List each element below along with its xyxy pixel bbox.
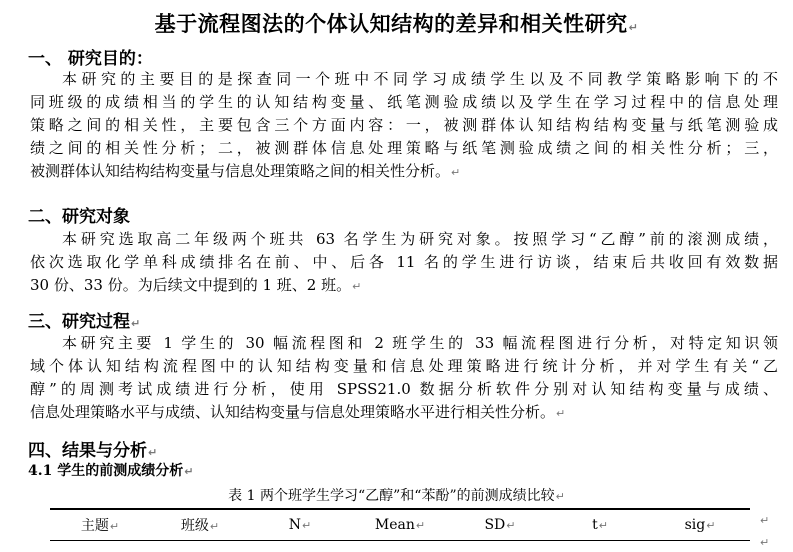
table-caption: 表 1 两个班学生学习“乙醇”和“苯酚”的前测成绩比较↵ (228, 488, 565, 504)
paragraph-line: 本研究主要 1 学生的 30 幅流程图和 2 班学生的 33 幅流程图进行分析，对特定知识领 (62, 334, 778, 352)
paragraph-line: 30 份、33 份。为后续文中提到的 1 班、2 班。↵ (30, 276, 362, 294)
section-heading-purpose: 一、 研究目的： (28, 49, 153, 69)
paragraph-line: 信息处理策略水平与成绩、认知结构变量与信息处理策略水平进行相关性分析。↵ (30, 403, 566, 421)
paragraph-line: 本研究选取高二年级两个班共 63 名学生为研究对象。按照学习“乙醇”前的滚测成绩， (62, 230, 778, 248)
paragraph-subjects (30, 228, 778, 297)
document-title: 基于流程图法的个体认知结构的差异和相关性研究↵ (154, 11, 639, 36)
table-header-row (50, 508, 750, 541)
paragraph-line: 醇”的周测考试成绩进行分析，使用 SPSS21.0 数据分析软件分别对认知结构变量与成绩、 (30, 380, 778, 398)
paragraph-line: 绩之间的相关性分析；二，被测群体信息处理策略与纸笔测验成绩之间的相关性分析；三， (30, 139, 778, 157)
paragraph-line: 本研究的主要目的是探查同一个班中不同学习成绩学生以及不同教学策略影响下的不 (62, 70, 778, 88)
paragraph-line: 域个体认知结构流程图中的认知结构变量和信息处理策略进行统计分析，并对学生有关“乙 (30, 357, 778, 375)
table-header-cell: sig↵ (684, 517, 716, 533)
paragraph-mark: ↵ (760, 536, 770, 549)
table-header-cell: 班级↵ (180, 518, 220, 534)
table-header-cell: t↵ (592, 517, 608, 533)
paragraph-process (30, 332, 778, 424)
section-heading-results: 四、结果与分析↵ (28, 441, 158, 461)
section-heading-process: 三、研究过程↵ (28, 312, 141, 332)
paragraph-line: 策略之间的相关性，主要包含三个方面内容：一，被测群体认知结构结构变量与纸笔测验成 (30, 116, 778, 134)
paragraph-line: 依次选取化学单科成绩排名在前、中、后各 11 名的学生进行访谈，结束后共收回有效数据 (30, 253, 778, 271)
row-end-mark: ↵ (760, 514, 770, 527)
paragraph-purpose (30, 68, 778, 183)
table-header-cell: N↵ (288, 517, 312, 533)
table-header-cell: Mean↵ (374, 517, 426, 533)
paragraph-line: 被测群体认知结构结构变量与信息处理策略之间的相关性分析。↵ (30, 162, 461, 180)
section-heading-subjects: 二、研究对象 (28, 207, 130, 227)
table-header-cell: SD↵ (484, 517, 516, 533)
table-header-cell: 主题↵ (80, 518, 120, 534)
subsection-heading-pretest: 4.1 学生的前测成绩分析↵ (28, 463, 194, 479)
paragraph-line: 同班级的成绩相当的学生的认知结构变量、纸笔测验成绩以及学生在学习过程中的信息处理 (30, 93, 778, 111)
